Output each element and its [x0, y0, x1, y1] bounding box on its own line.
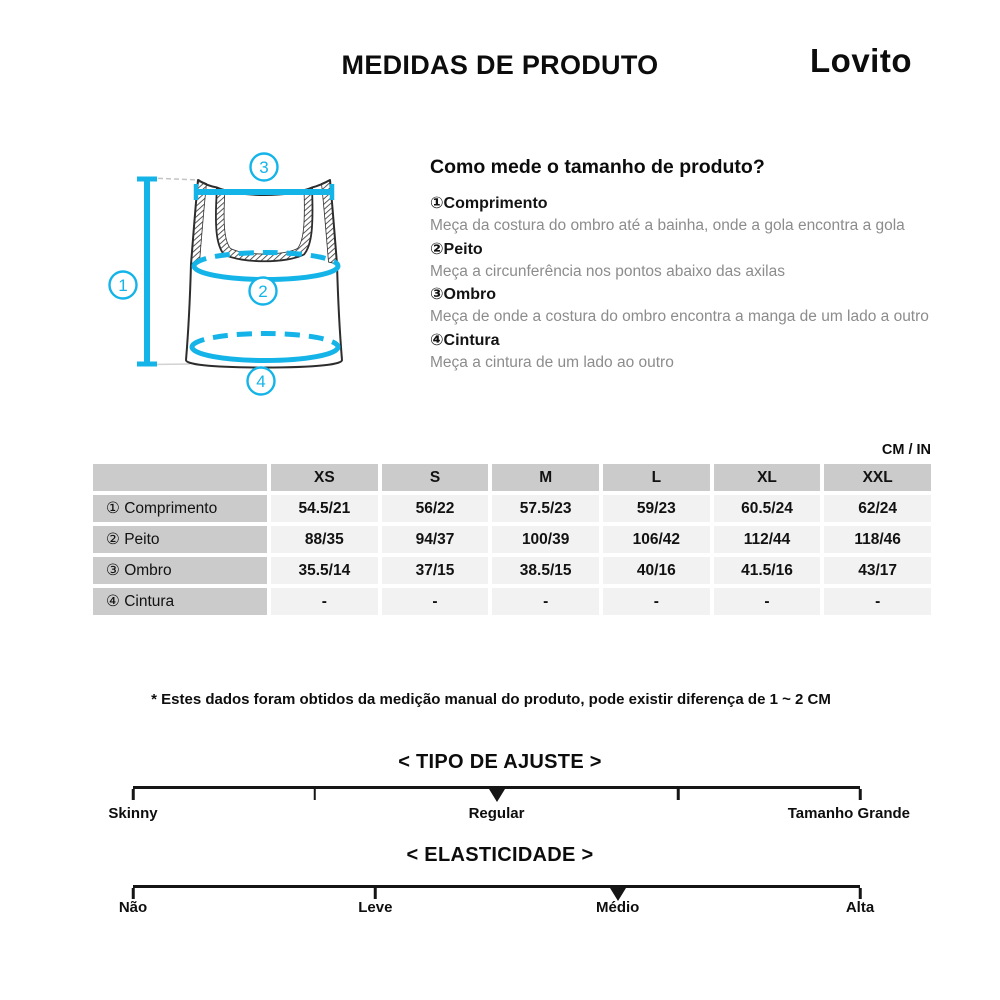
fit-label-skinny: Skinny	[108, 805, 158, 822]
scale-tick	[314, 789, 317, 800]
fit-type-title: < TIPO DE AJUSTE >	[398, 751, 602, 773]
unit-label: CM / IN	[881, 442, 931, 458]
badge-2: 2	[258, 282, 268, 301]
table-cell: -	[714, 588, 821, 615]
elasticity-label-nao: Não	[118, 899, 148, 916]
guide-dashed-line	[150, 178, 200, 180]
guide-desc-ombro: Meça de onde a costura do ombro encontra a manga de um lado a outro	[430, 308, 929, 325]
badge-1: 1	[118, 276, 128, 295]
table-cell: -	[824, 588, 931, 615]
guide-desc-cintura: Meça a cintura de um lado ao outro	[430, 353, 674, 371]
table-cell: 57.5/23	[492, 495, 599, 522]
guide-desc-peito: Meça a circunferência nos pontos abaixo das axilas	[430, 262, 785, 280]
page-title: MEDIDAS DE PRODUTO	[341, 50, 659, 80]
table-cell: 62/24	[824, 495, 931, 522]
guide-item-cintura: ④Cintura	[430, 331, 500, 349]
fit-type-marker	[489, 789, 505, 802]
size-table	[93, 464, 931, 615]
table-cell: 37/15	[382, 557, 489, 584]
badge-3: 3	[259, 158, 269, 177]
table-cell: 41.5/16	[714, 557, 821, 584]
table-cell: 40/16	[603, 557, 710, 584]
elasticity-label-medio: Médio	[595, 899, 640, 916]
table-cell: 100/39	[492, 526, 599, 553]
fit-label-tamanho-grande: Tamanho Grande	[787, 805, 910, 822]
table-cell: -	[382, 588, 489, 615]
measurement-disclaimer: * Estes dados foram obtidos da medição manual do produto, pode existir diferença de 1 ~ 2 CM	[151, 691, 831, 708]
table-cell: 94/37	[382, 526, 489, 553]
table-cell: -	[603, 588, 710, 615]
table-cell: 38.5/15	[492, 557, 599, 584]
scale-tick	[374, 888, 377, 899]
row-label-peito: ② Peito	[93, 526, 267, 553]
elasticity-label-alta: Alta	[845, 899, 875, 916]
table-cell: 54.5/21	[271, 495, 378, 522]
badge-4: 4	[256, 372, 266, 391]
guide-desc-comprimento: Meça da costura do ombro até a bainha, onde a gola encontra a gola	[430, 217, 905, 234]
table-cell: 106/42	[603, 526, 710, 553]
guide-heading: Como mede o tamanho de produto?	[430, 156, 765, 178]
table-cell: 59/23	[603, 495, 710, 522]
fit-label-regular: Regular	[468, 805, 525, 822]
size-header-s: S	[382, 464, 489, 491]
table-cell: 35.5/14	[271, 557, 378, 584]
fit-type-scale	[133, 786, 860, 803]
elasticity-labels	[118, 899, 875, 921]
table-cell: 112/44	[714, 526, 821, 553]
table-cell: 60.5/24	[714, 495, 821, 522]
guide-item-peito: ②Peito	[430, 240, 483, 258]
scale-tick	[132, 789, 135, 800]
row-label-ombro: ③ Ombro	[93, 557, 267, 584]
brand-logo: Lovito	[810, 42, 912, 79]
scale-tick	[132, 888, 135, 899]
elasticity-label-leve: Leve	[358, 899, 393, 916]
row-label-cintura: ④ Cintura	[93, 588, 267, 615]
guide-item-ombro: ③Ombro	[430, 286, 496, 303]
scale-tick	[859, 789, 862, 800]
size-header-xxl: XXL	[824, 464, 931, 491]
table-cell: 56/22	[382, 495, 489, 522]
garment-diagram	[90, 140, 430, 420]
table-cell: -	[492, 588, 599, 615]
table-cell: 43/17	[824, 557, 931, 584]
elasticity-title: < ELASTICIDADE >	[406, 844, 594, 866]
table-cell: 118/46	[824, 526, 931, 553]
size-header-xs: XS	[271, 464, 378, 491]
table-cell: 88/35	[271, 526, 378, 553]
table-corner-cell	[93, 464, 267, 491]
scale-tick	[677, 789, 680, 800]
guide-item-comprimento: ①Comprimento	[430, 195, 548, 212]
measuring-guide	[430, 156, 962, 374]
size-header-m: M	[492, 464, 599, 491]
row-label-comprimento: ① Comprimento	[93, 495, 267, 522]
fit-type-labels	[108, 805, 910, 827]
table-cell: -	[271, 588, 378, 615]
scale-tick	[859, 888, 862, 899]
size-header-l: L	[603, 464, 710, 491]
size-header-xl: XL	[714, 464, 821, 491]
